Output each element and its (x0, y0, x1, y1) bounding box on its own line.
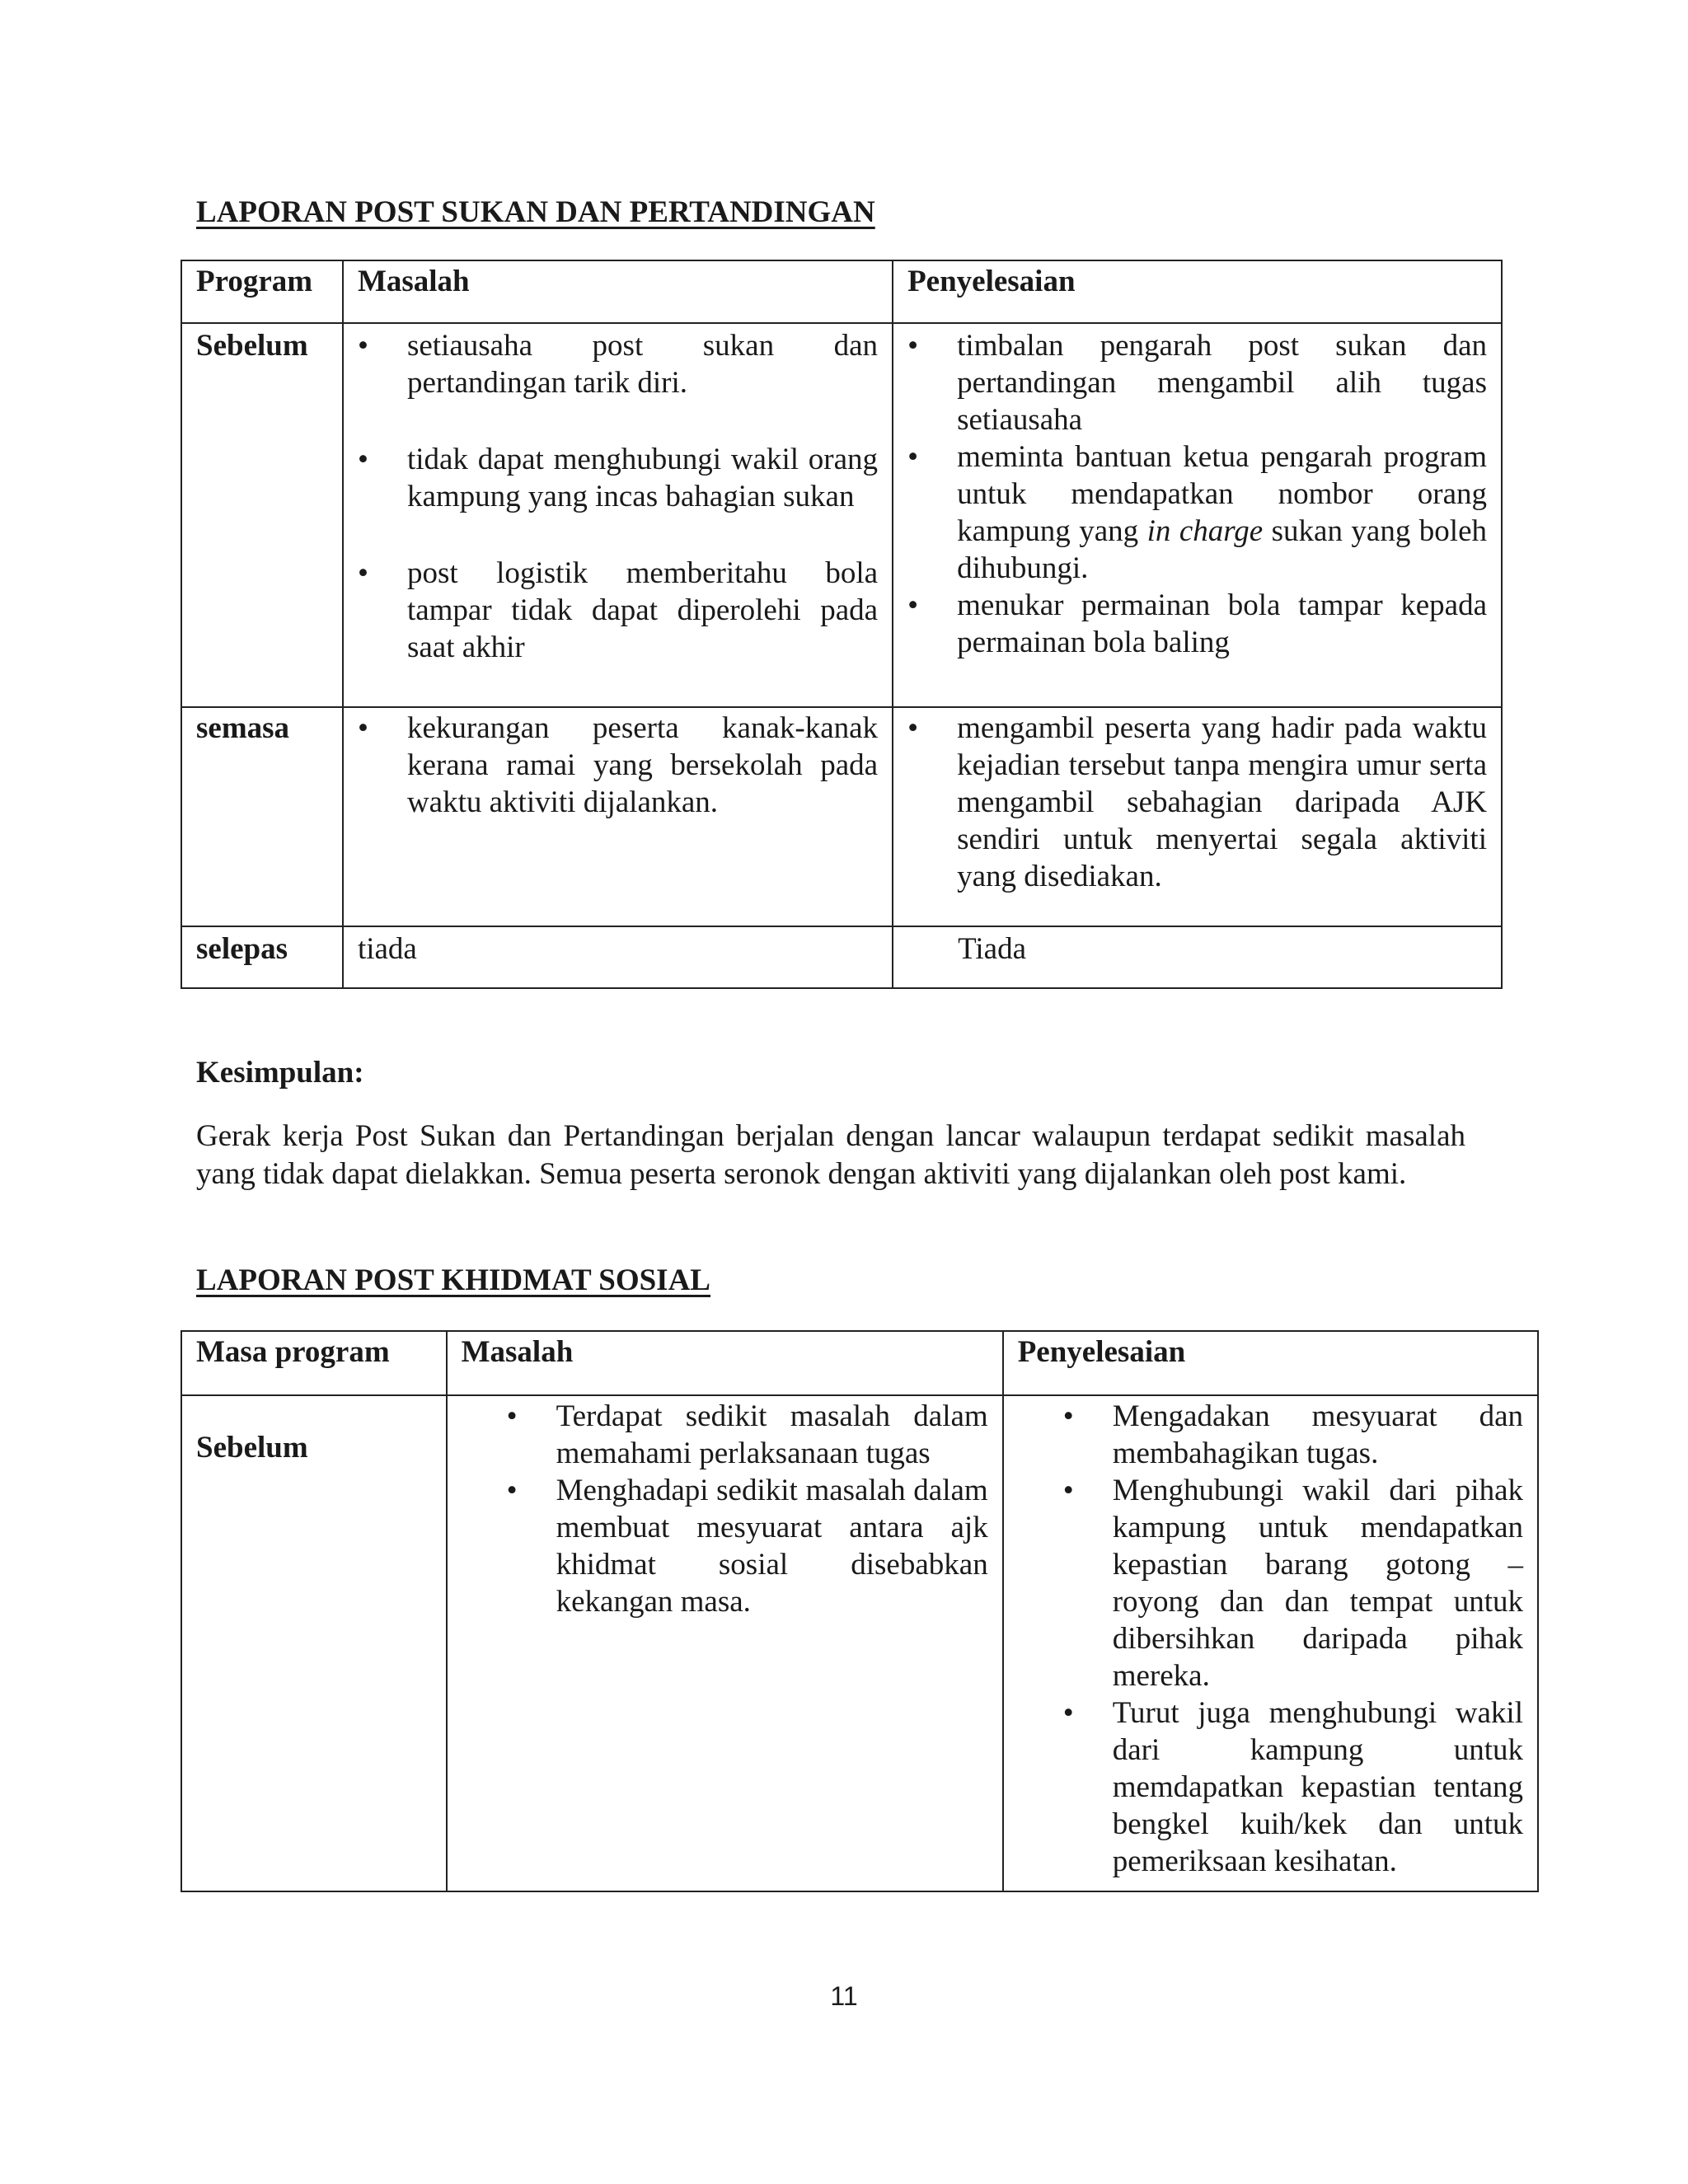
list-item-text-after: sukan yang boleh dihubungi. (957, 514, 1488, 585)
kesimpulan-text: Gerak kerja Post Sukan dan Pertandingan berjalan dengan lancar walaupun terdapat sedikit masalah yang tidak dapat dielakkan. Semua peserta seronok dengan aktiviti yang dijalankan oleh post kami. (196, 1119, 1465, 1191)
page-number: 11 (830, 1981, 858, 2011)
masalah-list (358, 327, 878, 666)
col-header-program: Program (196, 265, 313, 298)
sukan-table (181, 260, 1503, 989)
table-header-row (181, 260, 1502, 323)
kesimpulan-title: Kesimpulan: (196, 1056, 364, 1090)
section2-heading: LAPORAN POST KHIDMAT SOSIAL (196, 1263, 710, 1297)
list-item: • kekurangan peserta kanak-kanak kerana ramai yang bersekolah pada waktu aktiviti dijalankan. (358, 710, 878, 821)
list-item: • Menghubungi wakil dari pihak kampung untuk mendapatkan kepastian barang gotong – royong dan dan tempat untuk dibersihkan daripada pihak mereka. (1063, 1472, 1523, 1694)
row-label-selepas: selepas (196, 932, 288, 966)
col-header-penyelesaian: Penyelesaian (1017, 1335, 1186, 1369)
table-row (181, 926, 1502, 988)
table-row (181, 323, 1502, 707)
khidmat-sosial-table (181, 1330, 1539, 1892)
table-row (181, 707, 1502, 926)
masalah-list (507, 1398, 988, 1620)
list-item (907, 438, 1487, 587)
list-item: • Terdapat sedikit masalah dalam memahami perlaksanaan tugas (507, 1398, 988, 1472)
list-item: • setiausaha post sukan dan pertandingan tarik diri. (358, 327, 878, 401)
list-item: • post logistik memberitahu bola tampar tidak dapat diperolehi pada saat akhir (358, 555, 878, 666)
list-item: • timbalan pengarah post sukan dan pertandingan mengambil alih tugas setiausaha (907, 327, 1487, 438)
list-item: • tidak dapat menghubungi wakil orang kampung yang incas bahagian sukan (358, 441, 878, 515)
table-row (181, 1395, 1538, 1891)
penyelesaian-list (1063, 1398, 1523, 1880)
row-label-sebelum: Sebelum (196, 329, 308, 363)
col-header-masalah: Masalah (357, 265, 470, 298)
row-label-sebelum: Sebelum (196, 1431, 308, 1465)
col-header-masa-program: Masa program (196, 1335, 390, 1369)
list-item: • mengambil peserta yang hadir pada waktu kejadian tersebut tanpa mengira umur serta mengambil sebahagian daripada AJK sendiri untuk menyertai segala aktiviti yang disediakan. (907, 710, 1487, 895)
list-item: • Mengadakan mesyuarat dan membahagikan tugas. (1063, 1398, 1523, 1472)
list-item: • Turut juga menghubungi wakil dari kampung untuk memdapatkan kepastian tentang bengkel kuih/kek dan untuk pemeriksaan kesihatan. (1063, 1694, 1523, 1880)
list-item-text-before: meminta bantuan ketua pengarah program untuk mendapatkan nombor orang kampung yang (957, 440, 1487, 548)
row-label-semasa: semasa (196, 711, 290, 745)
italic-term: in charge (1146, 514, 1264, 548)
col-header-masalah: Masalah (461, 1335, 574, 1369)
penyelesaian-value: Tiada (958, 932, 1026, 966)
masalah-list (358, 710, 878, 821)
list-item: • Menghadapi sedikit masalah dalam membuat mesyuarat antara ajk khidmat sosial disebabkan kekangan masa. (507, 1472, 988, 1620)
masalah-value: tiada (357, 932, 417, 966)
penyelesaian-list (907, 710, 1487, 895)
section1-heading: LAPORAN POST SUKAN DAN PERTANDINGAN (196, 195, 875, 229)
list-item: • menukar permainan bola tampar kepada permainan bola baling (907, 587, 1487, 661)
col-header-penyelesaian: Penyelesaian (907, 265, 1076, 298)
table-header-row (181, 1331, 1538, 1395)
penyelesaian-list (907, 327, 1487, 661)
